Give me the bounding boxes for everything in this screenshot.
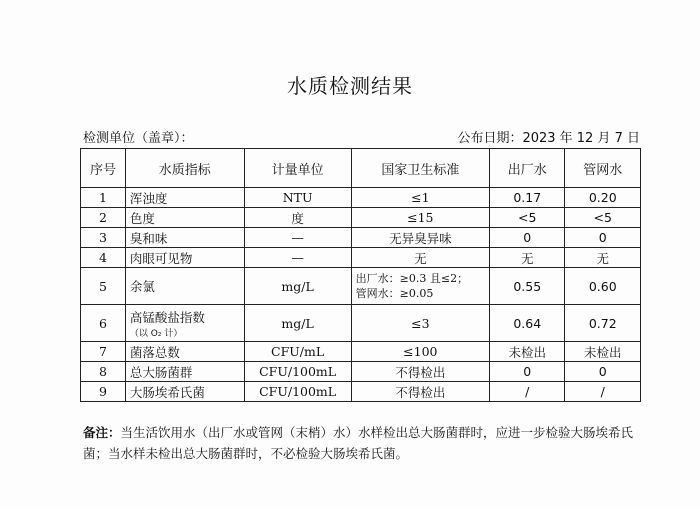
cell-network: <5 [565,208,641,228]
cell-indicator: 大肠埃希氏菌 [125,382,244,402]
header-indicator: 水质指标 [125,149,244,188]
table-row [81,268,641,305]
cell-no: 3 [81,228,126,248]
cell-network: 0.60 [565,268,641,305]
cell-indicator: 浑浊度 [125,188,244,208]
cell-network: 0.72 [565,305,641,342]
cell-unit: CFU/100mL [244,382,351,402]
table-row [81,208,641,228]
indicator-main: 高锰酸盐指数 [129,309,205,325]
cell-factory: 无 [490,248,565,268]
cell-factory: 0 [490,362,565,382]
cell-standard: 不得检出 [351,362,489,382]
cell-unit: — [244,228,351,248]
header-standard: 国家卫生标准 [351,149,489,188]
cell-standard: ≤3 [351,305,489,342]
header-network: 管网水 [565,149,641,188]
cell-unit: mg/L [244,268,351,305]
note-label: 备注： [83,425,121,440]
table-row [81,362,641,382]
cell-no: 6 [81,305,126,342]
cell-network: 无 [565,248,641,268]
table-row [81,305,641,342]
table-header-row [81,149,641,188]
cell-standard: 不得检出 [351,382,489,402]
cell-network: 0.20 [565,188,641,208]
page-title: 水质检测结果 [287,74,413,98]
cell-factory: 0 [490,228,565,248]
cell-factory: 0.17 [490,188,565,208]
cell-indicator: 余氯 [125,268,244,305]
header-factory: 出厂水 [490,149,565,188]
cell-no: 9 [81,382,126,402]
note-text: 当生活饮用水（出厂水或管网（末梢）水）水样检出总大肠菌群时，应进一步检验大肠埃希氏菌；当水样未检出总大肠菌群时，不必检验大肠埃希氏菌。 [83,425,634,461]
table-row [81,188,641,208]
cell-indicator: 菌落总数 [125,342,244,362]
cell-no: 1 [81,188,126,208]
table-row [81,382,641,402]
cell-standard [351,268,489,305]
cell-no: 2 [81,208,126,228]
cell-indicator: 臭和味 [125,228,244,248]
cell-network: 未检出 [565,342,641,362]
cell-no: 8 [81,362,126,382]
indicator-sub: （以 O₂ 计） [129,328,183,339]
cell-factory: 0.55 [490,268,565,305]
cell-no: 5 [81,268,126,305]
cell-factory: 未检出 [490,342,565,362]
cell-factory: 0.64 [490,305,565,342]
cell-standard: 无异臭异味 [351,228,489,248]
table-row [81,248,641,268]
testing-unit-label: 检测单位（盖章）： [83,131,194,146]
note [83,422,648,464]
cell-network: 0 [565,362,641,382]
cell-unit: CFU/mL [244,342,351,362]
cell-unit: CFU/100mL [244,362,351,382]
header-unit: 计量单位 [244,149,351,188]
cell-factory: / [490,382,565,402]
cell-standard: ≤1 [351,188,489,208]
cell-no: 7 [81,342,126,362]
cell-indicator: 色度 [125,208,244,228]
header-no: 序号 [81,149,126,188]
standard-line-network: 管网水：≥0.05 [355,287,434,300]
cell-network: / [565,382,641,402]
table-row [81,342,641,362]
publish-date: 公布日期：2023 年 12 月 7 日 [457,131,640,146]
cell-no: 4 [81,248,126,268]
cell-standard: ≤15 [351,208,489,228]
standard-line-factory: 出厂水：≥0.3 且≤2； [355,272,469,285]
cell-indicator [125,305,244,342]
cell-standard: 无 [351,248,489,268]
cell-network: 0 [565,228,641,248]
cell-standard: ≤100 [351,342,489,362]
table-row [81,228,641,248]
cell-indicator: 总大肠菌群 [125,362,244,382]
cell-indicator: 肉眼可见物 [125,248,244,268]
cell-unit: 度 [244,208,351,228]
cell-factory: <5 [490,208,565,228]
cell-unit: NTU [244,188,351,208]
cell-unit: — [244,248,351,268]
cell-unit: mg/L [244,305,351,342]
water-quality-table [80,148,641,402]
